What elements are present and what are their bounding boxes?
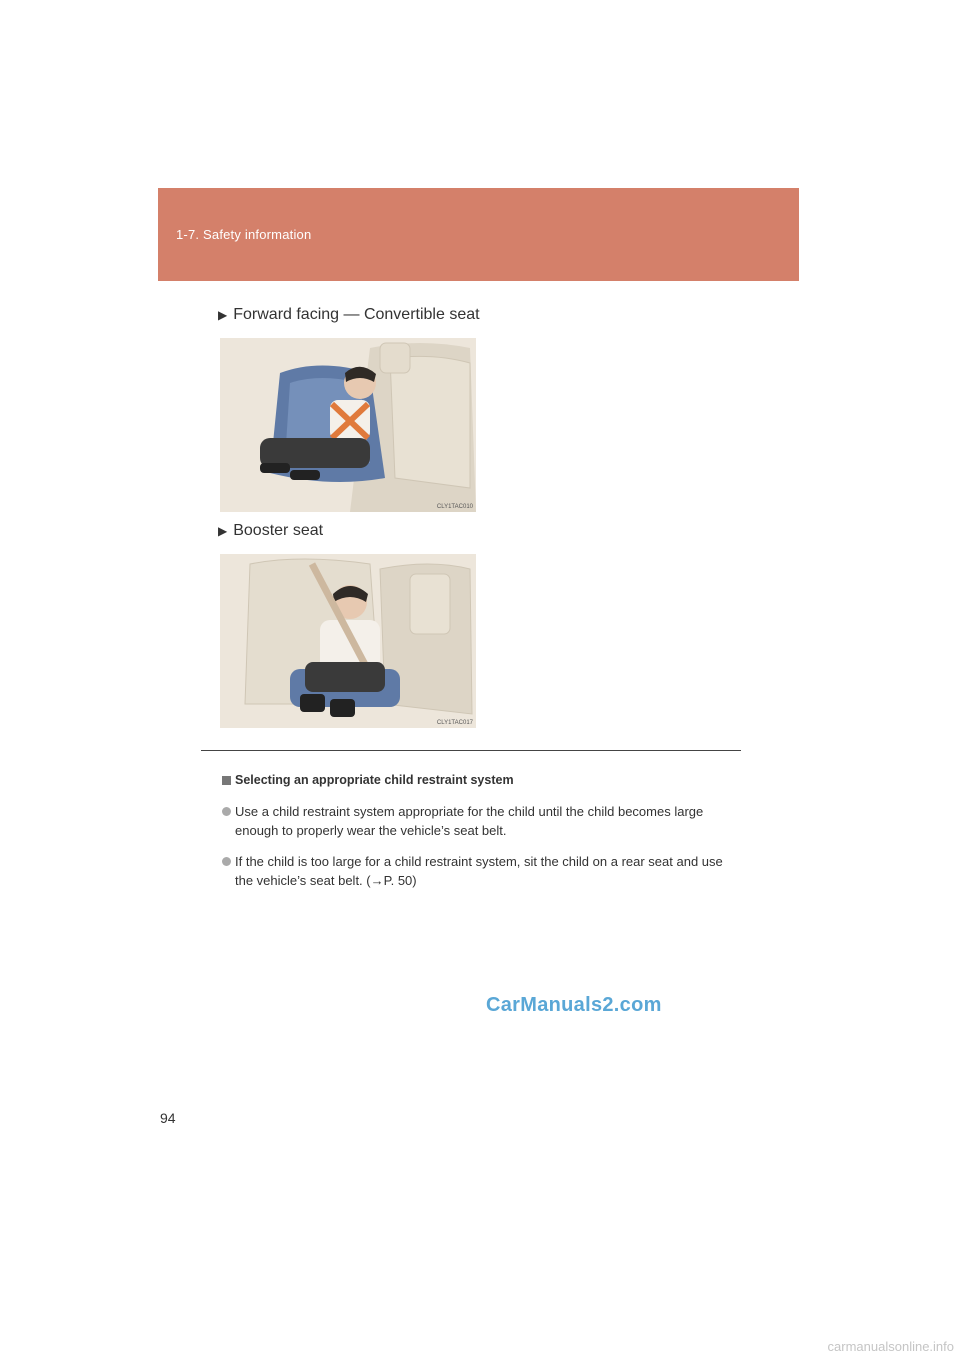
note-bullet-text: Use a child restraint system appropriate for the child until the child becomes large enough to properly wear the vehicle’s seat belt.: [235, 804, 704, 838]
note-bullet: [222, 852, 732, 890]
notes-title-text: Selecting an appropriate child restraint system: [235, 773, 514, 787]
circle-bullet-icon: [222, 807, 231, 816]
figure-heading-booster-seat: [218, 522, 323, 540]
arrow-right-icon: ▶: [218, 524, 228, 538]
figure-heading-text: Forward facing — Convertible seat: [233, 306, 480, 323]
figure-code: CLY1TAC017: [436, 720, 473, 726]
arrow-right-icon: ▶: [218, 308, 228, 322]
note-bullet: [222, 802, 732, 840]
square-bullet-icon: [222, 776, 231, 785]
figure-heading-text: Booster seat: [233, 522, 324, 539]
section-title: 1-7. Safety information: [176, 227, 312, 242]
figure-code: CLY1TAC010: [436, 504, 473, 510]
note-bullet-text: If the child is too large for a child restraint system, sit the child on a rear seat and use the vehicle’s seat belt. (→P. 50): [235, 854, 723, 888]
notes-section: [222, 771, 732, 902]
figure-heading-forward-facing: [218, 306, 480, 324]
watermark-link[interactable]: CarManuals2.com: [486, 994, 662, 1016]
notes-title: [222, 771, 732, 790]
footer-watermark: carmanualsonline.info: [827, 1339, 954, 1354]
divider: [201, 750, 741, 751]
page-number: 94: [160, 1110, 176, 1126]
convertible-seat-illustration: [220, 338, 476, 512]
booster-seat-illustration: [220, 554, 476, 728]
circle-bullet-icon: [222, 857, 231, 866]
section-header: [158, 188, 799, 281]
